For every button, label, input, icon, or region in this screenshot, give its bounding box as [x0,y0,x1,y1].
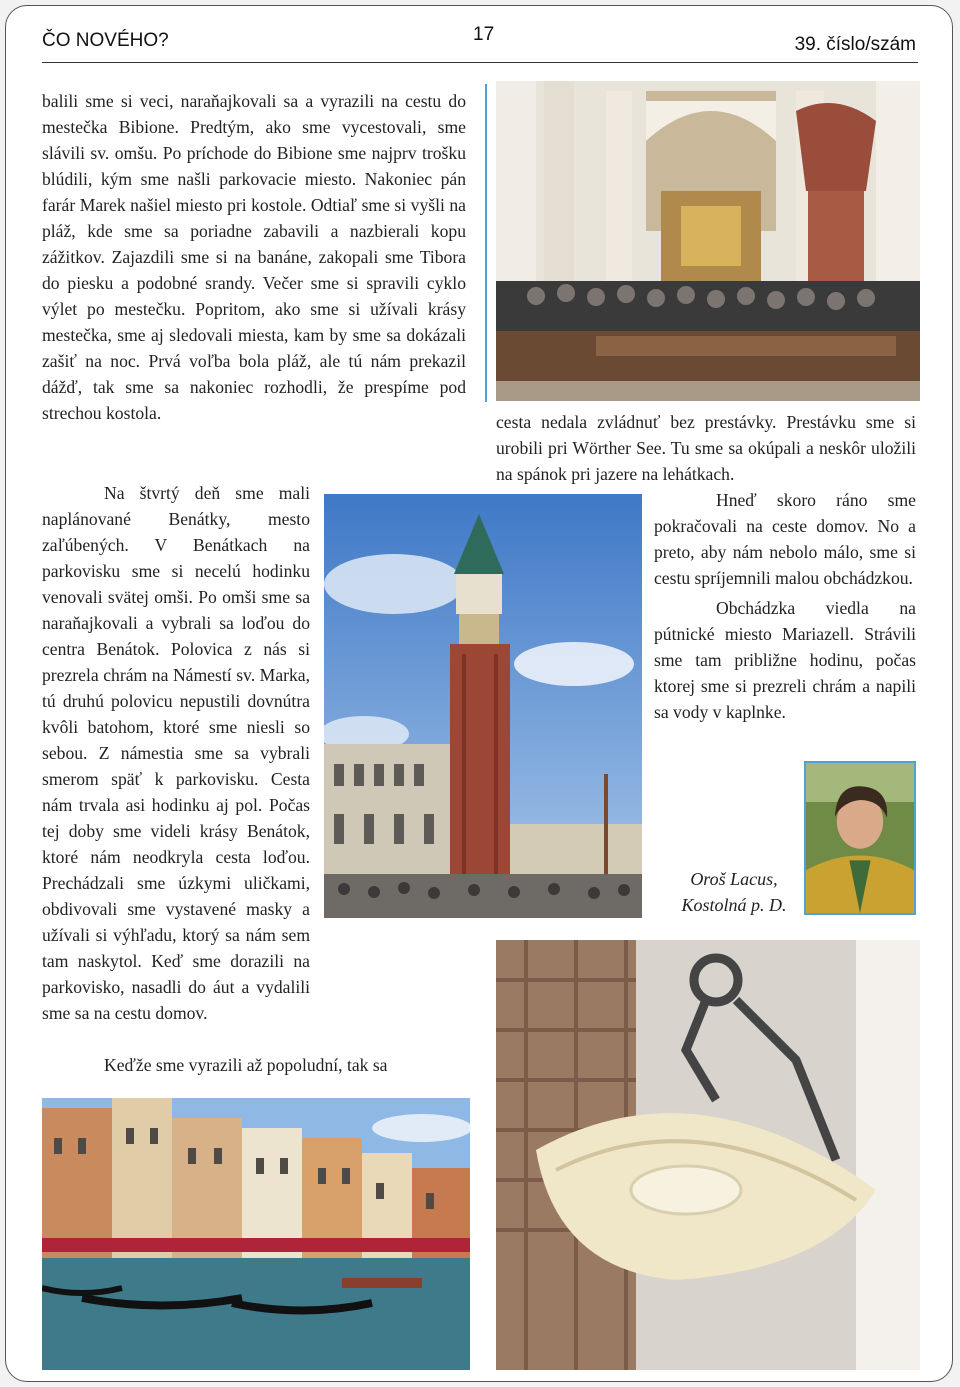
article-paragraph: balili sme si veci, naraňajkovali sa a vyrazili na cestu do mestečka Bibione. Predtým, ako sme vycestovali, sme slávili sv. omšu. Po príchode do Bibione sme najprv trošku blúdili, kým sme našli parkovacie miesto. Nakoniec pán farár Marek našiel miesto pri kostole. Odtiaľ sme si vyšli na pláž, kde sme sa poriadne zabavili a nazbierali kopu zážitkov. Zajazdili sme si na banáne, zakopali sme Tibora do piesku a podobné srandy. Večer sme si spravili cyklo výlet po mestečku. Popritom, ako sme si užívali krásy mestečka, sme aj sledovali miesta, kam by sme sa dokázali zašiť na noc. Prvá voľba bola pláž, ale tú nám prekazil dážď, tak sme sa nakoniec rozhodli, že prespíme pod strechou kostola. [42,91,466,423]
author-name: Oroš Lacus, [690,869,778,889]
article-column-right-top [496,409,916,487]
article-column-left-bottom [42,1052,466,1078]
article-column-left-middle [42,480,310,1026]
article-paragraph: Na štvrtý deň sme mali naplánované Benátky, mesto zaľúbených. V Benátkach na parkovisku sme si necelú hodinku venovali svätej omši. Po omši sme sa naraňajkovali a vybrali sa loďou do centra Benátok. Polovica z nás si prezrela chrám na Námestí sv. Marka, tú druhú polovicu nepustili dovnútra kvôli batohom, ktoré sme niesli so sebou. Z námestia sme sa vybrali smerom späť k parkovisku. Cesta nám trvala asi hodinku aj pol. Počas tej doby sme videli krásy Benátok, ktoré nám neodkryla cesta loďou. Prechádzali sme úzkymi uličkami, obdivovali sme vystavené masky a užívali si výhľadu, ktorý sa nám sem tam naskytol. Keď sme dorazili na parkovisko, nasadli do áut a vydalili sme sa na cestu domov. [42,483,310,1023]
article-column-right-middle [654,487,916,725]
column-accent-rule [485,84,487,402]
article-paragraph: Keďže sme vyrazili až popoludní, tak sa [104,1055,388,1075]
author-signature [672,866,796,918]
page-header [42,24,916,60]
article-paragraph: Hneď skoro ráno sme pokračovali na ceste domov. No a preto, aby nám nebolo málo, sme si cestu spríjemnili malou obchádzkou. [654,490,916,588]
page-number: 17 [473,24,495,45]
campanile-photo [324,494,642,918]
author-portrait-photo [804,761,916,915]
article-column-left-top [42,88,466,426]
article-paragraph: Obchádzka viedla na pútnické miesto Mariazell. Strávili sme tam približne hodinu, počas ktorej sme si prezreli chrám a napili sa vody v kaplnke. [654,598,916,722]
church-interior-photo [496,81,920,401]
header-divider [42,62,918,63]
issue-number: 39. číslo/szám [794,34,916,55]
magazine-page [5,5,953,1382]
grand-canal-photo [42,1098,470,1370]
section-title: ČO NOVÉHO? [42,30,169,51]
shell-font-photo [496,940,920,1370]
article-paragraph: cesta nedala zvládnuť bez prestávky. Prestávku sme si urobili pri Wörther See. Tu sme sa okúpali a neskôr uložili na spánok pri jazere na lehátkach. [496,412,916,484]
author-place: Kostolná p. D. [681,895,787,915]
